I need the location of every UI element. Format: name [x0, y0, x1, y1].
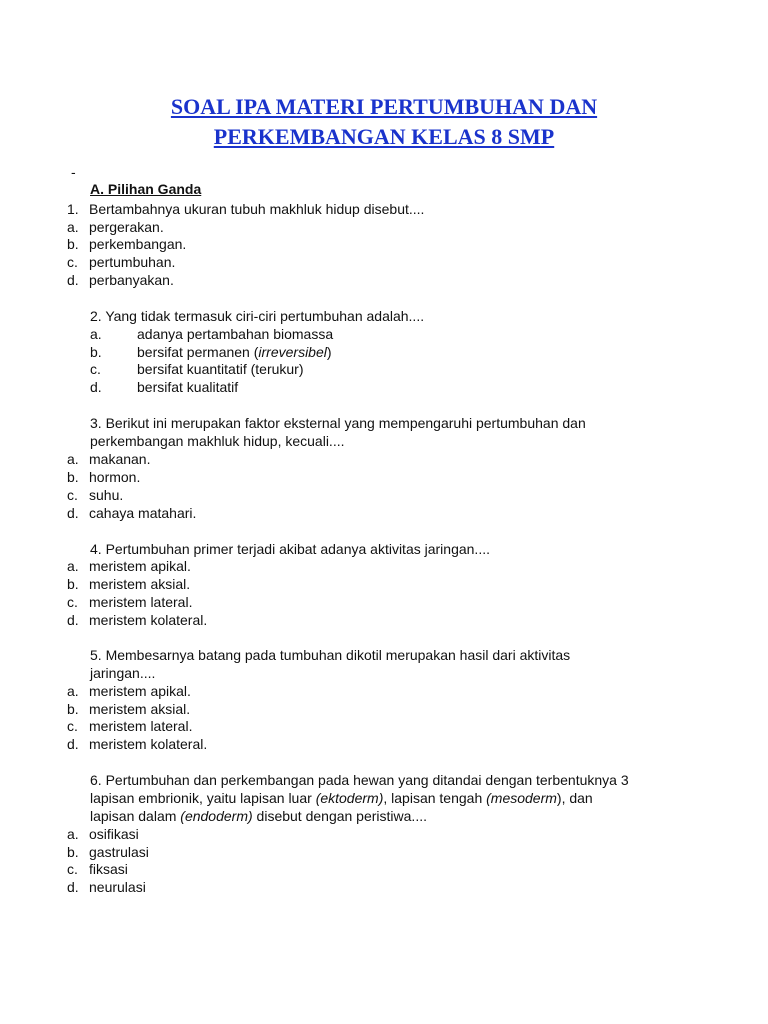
option-text: makanan.	[89, 451, 151, 467]
q2-option-a	[90, 325, 333, 343]
option-text: cahaya matahari.	[89, 505, 197, 521]
option-text: bersifat permanen (	[137, 344, 259, 360]
q2-option-c	[90, 360, 304, 378]
question-6-line-2	[90, 789, 593, 807]
option-text: pertumbuhan.	[89, 254, 176, 270]
option-marker: a.	[67, 558, 79, 574]
q5-option-d	[67, 735, 207, 753]
q5-option-c	[67, 717, 192, 735]
option-marker: d.	[67, 736, 79, 752]
question-text: Bertambahnya ukuran tubuh makhluk hidup disebut....	[89, 201, 425, 217]
question-3-line-1: 3. Berikut ini merupakan faktor eksternal yang mempengaruhi pertumbuhan dan	[90, 415, 586, 431]
text-segment: lapisan embrionik, yaitu lapisan luar	[90, 790, 316, 806]
option-marker: c.	[67, 718, 78, 734]
option-text: meristem apikal.	[89, 683, 191, 699]
question-6-line-3	[90, 807, 427, 825]
option-marker: d.	[67, 272, 79, 288]
option-marker: b.	[67, 701, 79, 717]
option-marker: a.	[67, 683, 79, 699]
option-text: meristem lateral.	[89, 594, 193, 610]
option-marker: d.	[67, 505, 79, 521]
italic-term-endoderm: (endoderm)	[180, 808, 253, 824]
dash-bullet: -	[71, 164, 76, 180]
q6-option-d	[67, 878, 146, 896]
q4-option-d	[67, 611, 207, 629]
option-text: hormon.	[89, 469, 141, 485]
q1-option-b	[67, 235, 186, 253]
option-marker: b.	[67, 844, 79, 860]
document-title	[0, 92, 768, 152]
option-marker: c.	[67, 254, 78, 270]
option-marker: b.	[67, 469, 79, 485]
option-text: osifikasi	[89, 826, 139, 842]
option-text: meristem kolateral.	[89, 736, 208, 752]
question-4: 4. Pertumbuhan primer terjadi akibat adanya aktivitas jaringan....	[90, 541, 490, 557]
option-marker: c.	[67, 594, 78, 610]
title-line-1: SOAL IPA MATERI PERTUMBUHAN DAN	[170, 94, 598, 119]
question-3-line-2: perkembangan makhluk hidup, kecuali....	[90, 433, 345, 449]
option-text: meristem aksial.	[89, 701, 191, 717]
option-marker: d.	[90, 379, 102, 395]
q1-option-a	[67, 218, 164, 236]
italic-term-ektoderm: (ektoderm)	[315, 790, 384, 806]
q4-option-a	[67, 557, 191, 575]
option-text: neurulasi	[89, 879, 146, 895]
option-text: meristem aksial.	[89, 576, 191, 592]
q5-option-a	[67, 682, 191, 700]
q4-option-b	[67, 575, 190, 593]
question-5-line-1: 5. Membesarnya batang pada tumbuhan dikotil merupakan hasil dari aktivitas	[90, 647, 571, 663]
q6-option-a	[67, 825, 139, 843]
q2-option-b	[90, 343, 332, 361]
option-text: pergerakan.	[89, 219, 164, 235]
q5-option-b	[67, 700, 190, 718]
title-line-2: PERKEMBANGAN KELAS 8 SMP	[213, 124, 555, 149]
section-heading: A. Pilihan Ganda	[90, 181, 202, 197]
italic-term-mesoderm: (mesoderm	[486, 790, 557, 806]
question-6-line-1: 6. Pertumbuhan dan perkembangan pada hewan yang ditandai dengan terbentuknya 3	[90, 772, 629, 788]
option-text: suhu.	[89, 487, 124, 503]
q3-option-b	[67, 468, 140, 486]
question-2: 2. Yang tidak termasuk ciri-ciri pertumbuhan adalah....	[90, 308, 425, 324]
q4-option-c	[67, 593, 192, 611]
option-text-italic: irreversibel	[258, 344, 327, 360]
option-text: bersifat kualitatif	[137, 379, 239, 395]
option-marker: b.	[90, 344, 102, 360]
question-1	[67, 200, 424, 218]
option-text: adanya pertambahan biomassa	[137, 326, 334, 342]
option-marker: c.	[67, 861, 78, 877]
q1-option-d	[67, 271, 174, 289]
text-segment: disebut dengan peristiwa....	[252, 808, 427, 824]
q6-option-b	[67, 843, 149, 861]
question-number: 1.	[67, 201, 79, 217]
option-text: perbanyakan.	[89, 272, 174, 288]
option-text: gastrulasi	[89, 844, 149, 860]
question-5-line-2: jaringan....	[90, 665, 156, 681]
option-marker: b.	[67, 236, 79, 252]
option-text: perkembangan.	[89, 236, 187, 252]
text-segment: ), dan	[556, 790, 593, 806]
option-text: fiksasi	[89, 861, 128, 877]
option-marker: a.	[67, 451, 79, 467]
q3-option-c	[67, 486, 123, 504]
q3-option-a	[67, 450, 150, 468]
option-marker: c.	[67, 487, 78, 503]
option-marker: b.	[67, 576, 79, 592]
option-marker: d.	[67, 612, 79, 628]
option-text-suffix: )	[326, 344, 332, 360]
option-marker: d.	[67, 879, 79, 895]
option-text: bersifat kuantitatif (terukur)	[137, 361, 304, 377]
q2-option-d	[90, 378, 238, 396]
option-text: meristem apikal.	[89, 558, 191, 574]
q6-option-c	[67, 860, 128, 878]
option-marker: a.	[67, 219, 79, 235]
text-segment: , lapisan tengah	[383, 790, 487, 806]
option-marker: c.	[90, 361, 101, 377]
option-text: meristem lateral.	[89, 718, 193, 734]
q1-option-c	[67, 253, 175, 271]
option-text: meristem kolateral.	[89, 612, 208, 628]
option-marker: a.	[90, 326, 102, 342]
option-marker: a.	[67, 826, 79, 842]
text-segment: lapisan dalam	[90, 808, 181, 824]
q3-option-d	[67, 504, 196, 522]
